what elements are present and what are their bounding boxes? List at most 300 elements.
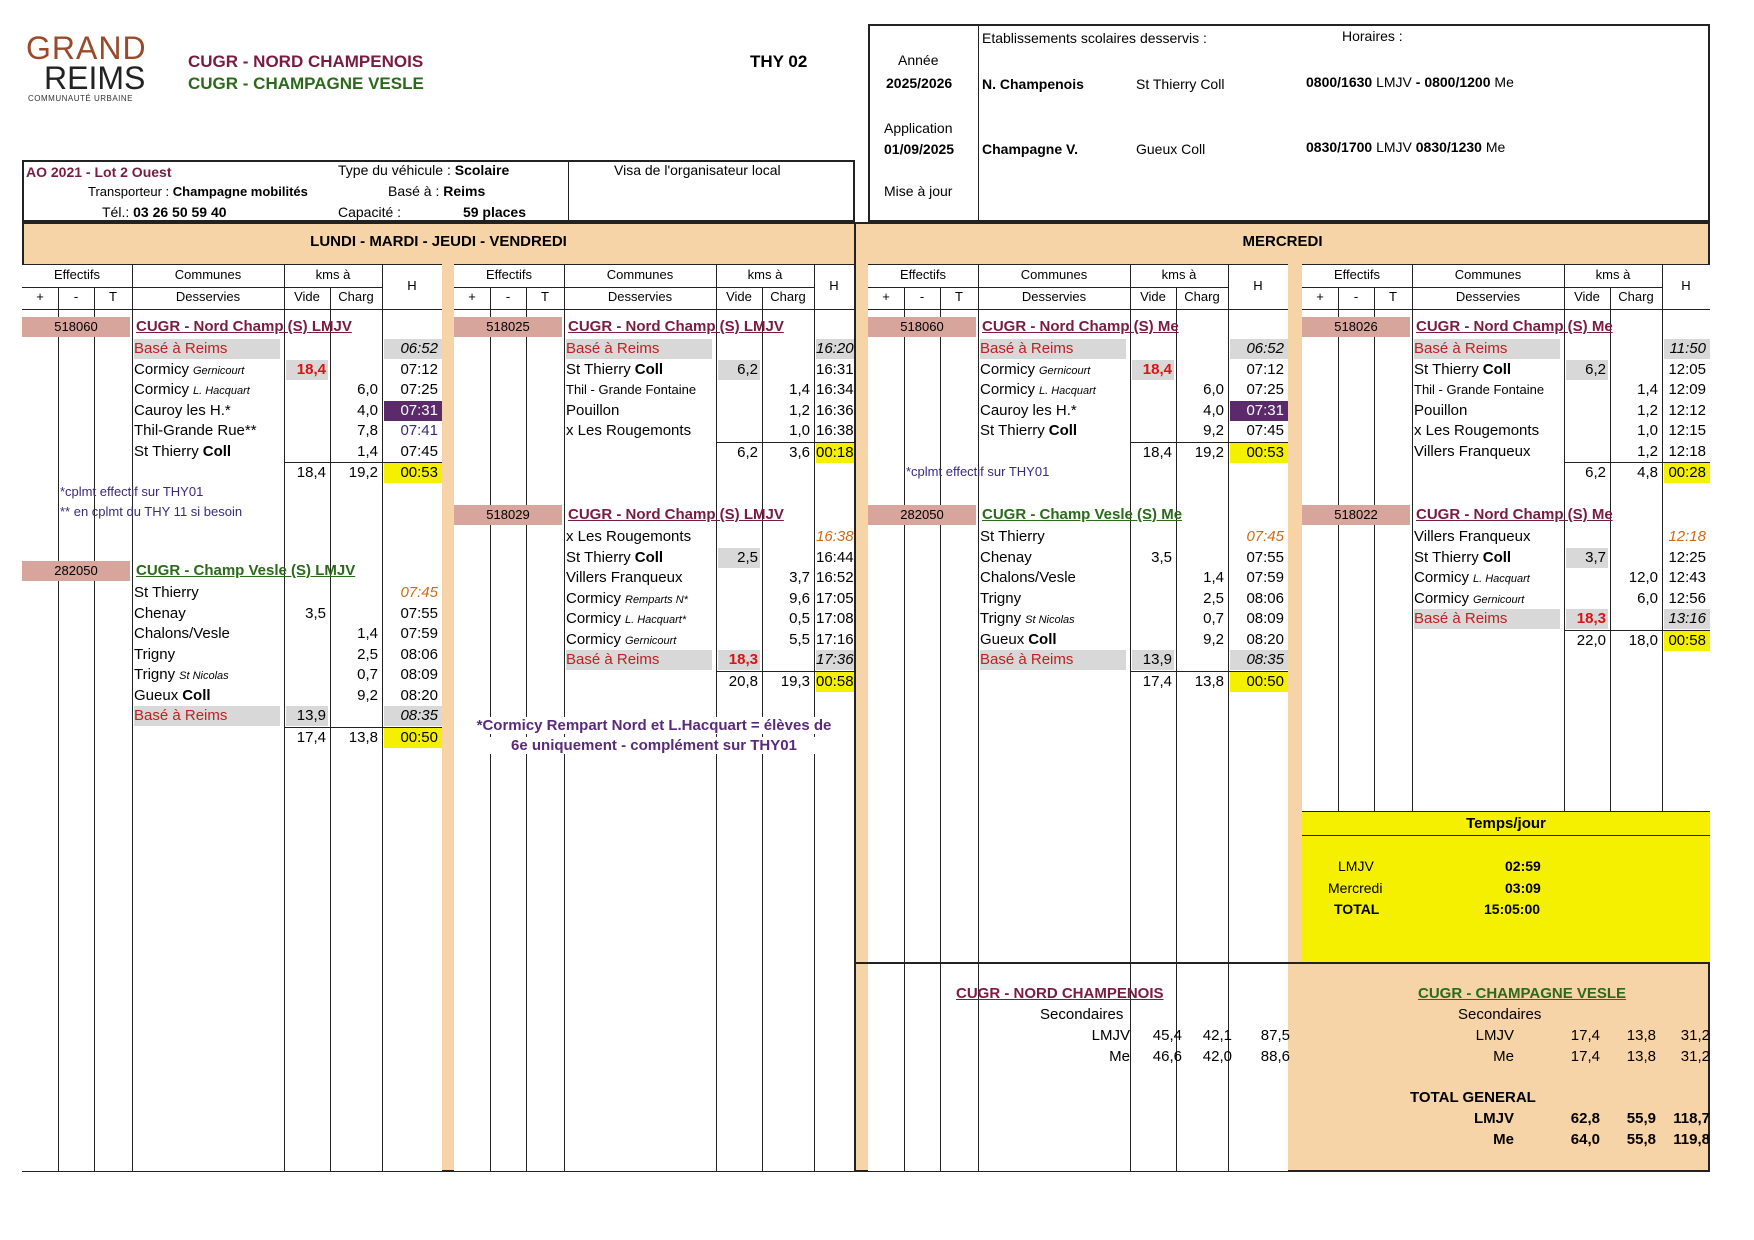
km-charg: 1,4 [1637, 381, 1658, 398]
temps-lmjv-label: LMJV [1338, 858, 1374, 874]
km-vide: 6,2 [1566, 360, 1608, 380]
total-charg: 19,2 [1194, 443, 1224, 461]
stop-time: 12:05 [1668, 360, 1706, 378]
col-head-t: T [955, 289, 963, 304]
etab2-school: Gueux Coll [1136, 141, 1206, 157]
stop-time: 07:55 [1246, 548, 1284, 566]
summary-general-a: 64,0 [1570, 1131, 1600, 1148]
stop-time: 07:12 [1246, 360, 1284, 378]
horaires-label: Horaires : [1342, 28, 1403, 44]
divider [868, 309, 1288, 310]
km-charg: 1,4 [357, 625, 378, 642]
km-vide: 18,3 [1566, 609, 1608, 629]
col-head-t: T [109, 289, 117, 304]
total-vide: 18,4 [296, 464, 326, 481]
summary-nord-b: 42,1 [1202, 1027, 1232, 1044]
summary-nord-title: CUGR - NORD CHAMPENOIS [956, 985, 1164, 1002]
summary-vesle-c: 31,2 [1680, 1048, 1710, 1065]
km-charg: 0,7 [1203, 610, 1224, 627]
km-vide: 13,9 [286, 706, 328, 726]
route-note: *Cormicy Rempart Nord et L.Hacquart = élèves de [454, 717, 854, 734]
total-time: 00:28 [1664, 463, 1710, 483]
stop-name: Pouillon [1414, 401, 1468, 419]
stop-name: Trigny St Nicolas [980, 610, 1075, 627]
route-title: CUGR - Nord Champ (S) LMJV [136, 318, 352, 335]
stop-name: Gueux Coll [134, 686, 211, 704]
total-time: 00:50 [1230, 672, 1288, 692]
stop-time: 16:52 [816, 569, 854, 586]
logo-grand: GRAND [26, 30, 147, 66]
stop-time: 07:45 [400, 584, 438, 601]
total-time: 00:53 [384, 463, 442, 483]
summary-vesle-a: 17,4 [1570, 1048, 1600, 1065]
total-vide: 6,2 [1585, 464, 1606, 481]
total-vide: 20,8 [728, 672, 758, 690]
col-head-desservies: Desservies [175, 289, 241, 304]
col-head-h: H [1681, 278, 1691, 293]
divider [940, 287, 941, 1171]
divider [568, 162, 569, 220]
stop-name: Trigny [980, 589, 1022, 607]
summary-nord-a: 45,4 [1152, 1027, 1182, 1044]
col-head-plus: + [468, 289, 476, 304]
col-head-minus: - [919, 289, 925, 304]
total-charg: 19,2 [348, 464, 378, 481]
route-code: 518026 [1302, 317, 1410, 337]
temps-lmjv: 02:59 [1505, 858, 1541, 874]
summary-general-l: Me [1493, 1131, 1514, 1148]
schedule-panel-2 [454, 264, 854, 1172]
col-head-kms: kms à [747, 267, 783, 282]
stop-time: 07:59 [1246, 569, 1284, 586]
summary-vesle-l: LMJV [1475, 1027, 1514, 1044]
route-code: THY 02 [750, 52, 808, 71]
stop-time: 08:09 [1246, 610, 1284, 627]
stop-time: 12:43 [1668, 569, 1706, 586]
divider [330, 287, 331, 1171]
km-vide: 3,5 [1151, 548, 1172, 566]
divider [58, 287, 59, 1171]
summary-general-c: 119,8 [1673, 1131, 1710, 1148]
km-vide: 18,4 [1132, 360, 1174, 380]
col-head-plus: + [1316, 289, 1324, 304]
band-divider [854, 222, 856, 1172]
stop-time: 17:08 [816, 610, 854, 627]
km-charg: 12,0 [1628, 569, 1658, 586]
km-vide: 3,5 [305, 604, 326, 622]
etab2-name: Champagne V. [982, 141, 1078, 157]
km-vide: 18,3 [718, 650, 760, 670]
summary-nord-secondaires: Secondaires [1040, 1006, 1124, 1023]
stop-name: St Thierry Coll [134, 442, 232, 460]
divider [1338, 287, 1339, 811]
stop-time: 08:06 [400, 645, 438, 663]
km-charg: 6,0 [1203, 381, 1224, 398]
stop-time: 08:20 [400, 686, 438, 704]
stop-name: x Les Rougemonts [566, 422, 692, 439]
stop-name: Basé à Reims [1414, 339, 1560, 359]
summary-general-a: 62,8 [1570, 1110, 1600, 1127]
stop-name: Chalons/Vesle [980, 569, 1076, 586]
stop-name: Cormicy Remparts N* [566, 589, 688, 607]
km-charg: 3,7 [789, 569, 810, 586]
stop-name: Basé à Reims [566, 650, 712, 670]
divider [904, 287, 905, 1171]
summary-nord-c: 87,5 [1260, 1027, 1290, 1044]
stop-name: Basé à Reims [134, 706, 280, 726]
stop-name: Basé à Reims [134, 339, 280, 359]
route-title: CUGR - Nord Champ (S) LMJV [568, 318, 784, 335]
route-code: 282050 [22, 561, 130, 581]
divider [1302, 287, 1662, 288]
total-time: 00:58 [816, 672, 854, 690]
stop-time: 08:35 [384, 706, 442, 726]
col-head-t: T [1389, 289, 1397, 304]
stop-name: Thil - Grande Fontaine [566, 382, 697, 397]
km-charg: 9,2 [1203, 422, 1224, 439]
stop-name: Trigny St Nicolas [134, 666, 229, 683]
divider [284, 265, 285, 1171]
km-charg: 9,6 [789, 589, 810, 607]
route-note: *cplmt effectif sur THY01 [60, 484, 204, 499]
col-head-h: H [407, 278, 417, 293]
divider [1610, 287, 1611, 811]
stop-time: 16:34 [816, 381, 854, 398]
col-head-charg: Charg [1184, 289, 1220, 304]
stop-name: Basé à Reims [980, 650, 1126, 670]
route-title: CUGR - Nord Champ (S) Me [1416, 318, 1613, 335]
route-code: 518060 [22, 317, 130, 337]
stop-time: 16:31 [816, 360, 854, 378]
divider [1302, 835, 1710, 836]
col-head-charg: Charg [1618, 289, 1654, 304]
divider [1412, 265, 1413, 811]
base: Basé à : Reims [388, 183, 486, 199]
stop-time: 16:36 [816, 401, 854, 419]
col-head-vide: Vide [294, 289, 320, 304]
stop-name: Chenay [134, 604, 186, 622]
km-vide: 13,9 [1132, 650, 1174, 670]
stop-name: Cormicy Gernicourt [134, 360, 245, 378]
km-vide: 3,7 [1566, 548, 1608, 568]
stop-name: St Thierry Coll [1414, 360, 1512, 378]
col-head-minus: - [73, 289, 79, 304]
stop-time: 08:20 [1246, 630, 1284, 648]
temps-me: 03:09 [1505, 880, 1541, 896]
km-charg: 2,5 [357, 645, 378, 663]
stop-name: Thil - Grande Fontaine [1414, 382, 1545, 397]
divider [1564, 265, 1565, 811]
visa-label: Visa de l'organisateur local [614, 162, 781, 178]
stop-time: 07:31 [1230, 401, 1288, 421]
schedule-panel-4 [1302, 264, 1710, 812]
km-charg: 5,5 [789, 630, 810, 648]
km-charg: 4,0 [357, 401, 378, 419]
km-charg: 1,4 [789, 381, 810, 398]
km-charg: 0,5 [789, 610, 810, 627]
stop-name: St Thierry [134, 584, 199, 601]
summary-vesle-secondaires: Secondaires [1458, 1006, 1542, 1023]
km-vide: 2,5 [718, 548, 760, 568]
divider [978, 26, 979, 220]
temps-total-label: TOTAL [1334, 901, 1380, 917]
stop-time: 07:41 [400, 422, 438, 439]
route-title: CUGR - Champ Vesle (S) LMJV [136, 562, 356, 579]
divider [22, 287, 382, 288]
divider [382, 265, 383, 1171]
km-charg: 0,7 [357, 666, 378, 683]
summary-general-b: 55,8 [1626, 1131, 1656, 1148]
stop-name: Cormicy Gernicourt [980, 360, 1091, 378]
col-head-effectifs: Effectifs [53, 267, 100, 282]
divider [978, 265, 979, 1171]
route-code: 518060 [868, 317, 976, 337]
divider [1374, 287, 1375, 811]
stop-time: 07:45 [1246, 422, 1284, 439]
col-head-communes: Communes [174, 267, 242, 282]
divider [868, 287, 1228, 288]
stop-name: Cormicy Gernicourt [1414, 589, 1525, 607]
divider [454, 309, 854, 310]
annee-label: Année [898, 52, 939, 68]
stop-time: 06:52 [1230, 339, 1288, 359]
maj-label: Mise à jour [884, 183, 953, 199]
col-head-vide: Vide [726, 289, 752, 304]
stop-time: 13:16 [1664, 609, 1710, 629]
stop-name: Cormicy L. Hacquart [134, 381, 250, 398]
stop-time: 16:44 [816, 548, 854, 566]
divider [94, 287, 95, 1171]
col-head-charg: Charg [338, 289, 374, 304]
stop-time: 12:09 [1668, 381, 1706, 398]
summary-nord-a: 46,6 [1152, 1048, 1182, 1065]
col-head-communes: Communes [1020, 267, 1088, 282]
col-head-kms: kms à [315, 267, 351, 282]
stop-time: 08:35 [1230, 650, 1288, 670]
stop-name: Trigny [134, 645, 176, 663]
col-head-desservies: Desservies [1021, 289, 1087, 304]
route-note: 6e uniquement - complément sur THY01 [454, 737, 854, 754]
col-head-communes: Communes [1454, 267, 1522, 282]
total-vide: 18,4 [1142, 443, 1172, 461]
col-head-minus: - [1353, 289, 1359, 304]
summary-nord-b: 42,0 [1202, 1048, 1232, 1065]
col-head-effectifs: Effectifs [485, 267, 532, 282]
stop-time: 07:59 [400, 625, 438, 642]
stop-name: Cormicy L. Hacquart* [566, 610, 687, 627]
stop-name: St Thierry Coll [566, 360, 664, 378]
stop-time: 07:31 [384, 401, 442, 421]
stop-name: Cauroy les H.* [980, 401, 1077, 419]
logo-reims: REIMS [44, 60, 146, 96]
stop-name: Cauroy les H.* [134, 401, 231, 419]
stop-name: St Thierry Coll [566, 548, 664, 566]
summary-vesle-a: 17,4 [1570, 1027, 1600, 1044]
stop-time: 16:38 [816, 528, 854, 545]
col-head-plus: + [882, 289, 890, 304]
km-charg: 9,2 [357, 686, 378, 704]
route-title: CUGR - Nord Champ (S) Me [982, 318, 1179, 335]
stop-time: 06:52 [384, 339, 442, 359]
route-code: 282050 [868, 505, 976, 525]
vehicle-type: Type du véhicule : Scolaire [338, 162, 510, 178]
divider [132, 265, 133, 1171]
summary-vesle-b: 13,8 [1626, 1048, 1656, 1065]
stop-time: 12:12 [1668, 401, 1706, 419]
stop-time: 07:25 [400, 381, 438, 398]
etab2-hours: 0830/1700 LMJV 0830/1230 Me [1306, 139, 1506, 155]
stop-time: 17:16 [816, 630, 854, 648]
summary-vesle-title: CUGR - CHAMPAGNE VESLE [1418, 985, 1627, 1002]
km-vide: 18,4 [286, 360, 328, 380]
col-head-vide: Vide [1574, 289, 1600, 304]
summary-general-c: 118,7 [1673, 1110, 1710, 1127]
stop-name: Cormicy L. Hacquart [1414, 569, 1530, 586]
km-charg: 2,5 [1203, 589, 1224, 607]
col-head-h: H [829, 278, 839, 293]
total-charg: 4,8 [1637, 464, 1658, 481]
km-charg: 1,4 [1203, 569, 1224, 586]
stop-time: 12:18 [1668, 528, 1706, 545]
total-vide: 6,2 [737, 443, 758, 461]
stop-name: St Thierry Coll [1414, 548, 1512, 566]
application-label: Application [884, 120, 953, 136]
km-charg: 9,2 [1203, 630, 1224, 648]
km-charg: 1,2 [789, 401, 810, 419]
band-lmjv: LUNDI - MARDI - JEUDI - VENDREDI [310, 233, 567, 250]
transporteur: Transporteur : Champagne mobilités [88, 184, 308, 199]
stop-name: Villers Franqueux [1414, 528, 1531, 545]
stop-name: Basé à Reims [980, 339, 1126, 359]
route-title: CUGR - Champ Vesle (S) Me [982, 506, 1183, 523]
stop-time: 17:36 [816, 651, 854, 668]
divider [855, 962, 1710, 964]
stop-time: 16:20 [816, 340, 854, 357]
km-charg: 1,4 [357, 442, 378, 460]
etab1-name: N. Champenois [982, 76, 1084, 92]
total-vide: 22,0 [1576, 631, 1606, 649]
total-time: 00:53 [1230, 443, 1288, 463]
divider [1662, 265, 1663, 811]
title-nord: CUGR - NORD CHAMPENOIS [188, 52, 424, 71]
stop-name: Cormicy L. Hacquart [980, 381, 1096, 398]
col-head-minus: - [505, 289, 511, 304]
col-head-t: T [541, 289, 549, 304]
stop-time: 07:45 [1246, 528, 1284, 545]
total-time: 00:50 [384, 728, 442, 748]
stop-time: 16:38 [816, 422, 854, 439]
stop-time: 07:55 [400, 604, 438, 622]
km-charg: 6,0 [357, 381, 378, 398]
col-head-communes: Communes [606, 267, 674, 282]
stop-time: 08:06 [1246, 589, 1284, 607]
route-note: *cplmt effectif sur THY01 [906, 463, 1050, 479]
stop-name: St Thierry Coll [980, 422, 1078, 439]
stop-name: Gueux Coll [980, 630, 1057, 648]
lot-label: AO 2021 - Lot 2 Ouest [26, 164, 172, 180]
stop-name: Villers Franqueux [566, 569, 683, 586]
col-head-desservies: Desservies [1455, 289, 1521, 304]
stop-name: Villers Franqueux [1414, 442, 1531, 460]
col-head-effectifs: Effectifs [899, 267, 946, 282]
km-charg: 1,2 [1637, 442, 1658, 460]
schedule-panel-1 [22, 264, 442, 1172]
total-charg: 13,8 [348, 728, 378, 746]
divider [454, 287, 814, 288]
telephone: Tél.: 03 26 50 59 40 [102, 204, 227, 220]
col-head-kms: kms à [1595, 267, 1631, 282]
temps-me-label: Mercredi [1328, 880, 1383, 896]
col-head-desservies: Desservies [607, 289, 673, 304]
route-note: ** en cplmt du THY 11 si besoin [60, 504, 243, 519]
summary-vesle-l: Me [1493, 1048, 1514, 1065]
stop-name: Chenay [980, 548, 1032, 566]
total-time: 00:58 [1664, 631, 1710, 651]
stop-time: 12:56 [1668, 589, 1706, 607]
col-head-charg: Charg [770, 289, 806, 304]
route-code: 518029 [454, 505, 562, 525]
stop-name: Chalons/Vesle [134, 625, 230, 642]
col-head-h: H [1253, 278, 1263, 293]
band-mercredi: MERCREDI [1242, 233, 1323, 250]
stop-time: 07:12 [400, 360, 438, 378]
total-charg: 3,6 [789, 443, 810, 461]
route-title: CUGR - Nord Champ (S) Me [1416, 506, 1613, 523]
stop-name: Basé à Reims [566, 339, 712, 359]
stop-name: Cormicy Gernicourt [566, 630, 677, 648]
route-code: 518022 [1302, 505, 1410, 525]
stop-name: x Les Rougemonts [566, 528, 692, 545]
stop-time: 08:09 [400, 666, 438, 683]
annee-value: 2025/2026 [886, 75, 953, 91]
km-charg: 6,0 [1637, 589, 1658, 607]
stop-name: Pouillon [566, 401, 620, 419]
summary-general-title: TOTAL GENERAL [1410, 1089, 1536, 1106]
col-head-kms: kms à [1161, 267, 1197, 282]
total-charg: 13,8 [1194, 672, 1224, 690]
total-time: 00:18 [816, 443, 854, 461]
stop-time: 12:18 [1668, 442, 1706, 460]
title-vesle: CUGR - CHAMPAGNE VESLE [188, 74, 424, 93]
km-charg: 1,0 [789, 422, 810, 439]
km-charg: 1,2 [1637, 401, 1658, 419]
col-head-effectifs: Effectifs [1333, 267, 1380, 282]
summary-vesle-c: 31,2 [1680, 1027, 1710, 1044]
col-head-vide: Vide [1140, 289, 1166, 304]
stop-time: 07:45 [400, 442, 438, 460]
total-charg: 19,3 [780, 672, 810, 690]
divider [22, 309, 442, 310]
km-charg: 7,8 [357, 422, 378, 439]
capacite: Capacité : 59 places [338, 204, 526, 220]
etab1-hours: 0800/1630 LMJV - 0800/1200 Me [1306, 74, 1514, 90]
summary-nord-l: Me [1109, 1048, 1130, 1065]
application-value: 01/09/2025 [884, 141, 955, 157]
total-vide: 17,4 [296, 728, 326, 746]
divider [1302, 309, 1710, 310]
etab-label: Etablissements scolaires desservis : [982, 30, 1207, 46]
stop-name: St Thierry [980, 528, 1045, 545]
etab1-school: St Thierry Coll [1136, 76, 1225, 92]
stop-name: Thil-Grande Rue** [134, 422, 257, 439]
header-box [868, 24, 1710, 222]
total-vide: 17,4 [1142, 672, 1172, 690]
temps-title: Temps/jour [1466, 815, 1546, 832]
stop-time: 11:50 [1664, 339, 1710, 359]
km-charg: 1,0 [1637, 422, 1658, 439]
summary-nord-l: LMJV [1091, 1027, 1130, 1044]
km-charg: 4,0 [1203, 401, 1224, 419]
